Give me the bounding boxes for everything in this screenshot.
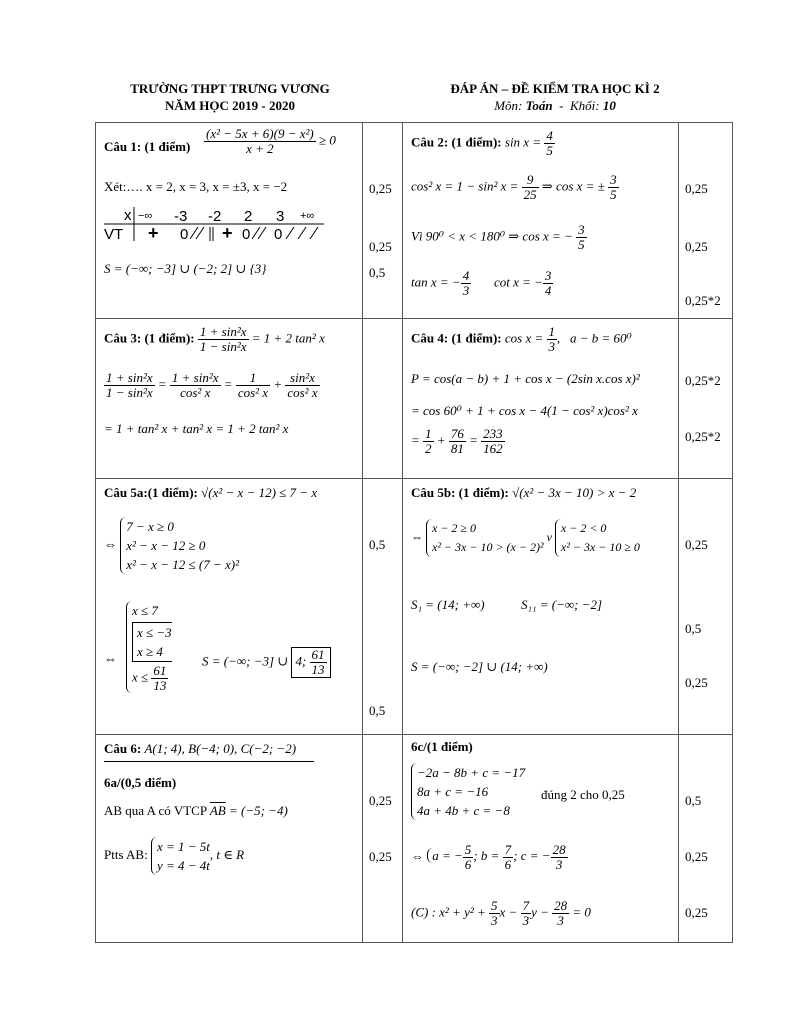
exam-header <box>395 80 715 114</box>
svg-text:VT: VT <box>104 226 124 241</box>
q3-header: Câu 3: (1 điểm): $\frac{\text{1 + sin²x}}{\text{1 − sin²x}}$ = 1 + 2 tan² x <box>104 324 325 354</box>
q3-scores <box>363 319 403 479</box>
q5b-solution: S = (−∞; −2] ∪ (14; +∞) <box>411 659 548 674</box>
row-q1-q2 <box>96 123 733 319</box>
q3-cell <box>96 319 363 479</box>
row-q5 <box>96 479 733 735</box>
svg-text:−∞: −∞ <box>138 210 153 222</box>
q1-scores: 0,25 0,25 0,5 <box>363 123 403 319</box>
q4-scores: 0,25*2 0,25*2 <box>679 319 733 479</box>
q6c-label: 6c/(1 điểm) <box>411 739 473 754</box>
sign-table-graphic <box>104 207 324 241</box>
q3-line1: $\frac{\text{1 + sin²x}}{\text{1 − sin²x}}$ = $\frac{\text{1 + sin²x}}{\text{cos² x}}$ = $\frac{1}{\text{cos² x}}$ + $\frac{\text{sin²x}}{\text{cos² x}}$ <box>106 370 318 400</box>
q1-sign-table <box>104 207 324 241</box>
sign-x: x <box>124 207 132 224</box>
school-header <box>95 80 365 114</box>
q5a-header: Câu 5a:(1 điểm): √(x² − x − 12) ≤ 7 − x <box>104 485 318 500</box>
q5b-cell <box>403 479 679 735</box>
q1-label: Câu 1: (1 điểm) <box>104 139 191 154</box>
svg-text:0: 0 <box>274 226 283 241</box>
q4-line3: = $\frac{1}{2}$ + $\frac{76}{81}$ = $\frac{233}{162}$ <box>411 426 503 456</box>
q1-cell <box>96 123 363 319</box>
q6c-circle: (C) : x² + y² + $\frac{5}{3}$ x − $\frac{7}{3}$ y − $\frac{28}{3}$ = 0 <box>411 898 591 928</box>
row-q3-q4 <box>96 319 733 479</box>
svg-text:-2: -2 <box>208 208 222 225</box>
q6-cell <box>96 735 363 943</box>
q2-tan-cot: tan x = − $\frac{4}{3}$ cot x = − $\frac{3}{4}$ <box>411 268 552 298</box>
svg-text:+∞: +∞ <box>300 210 315 222</box>
q4-header: Câu 4: (1 điểm): cos x = $\frac{1}{3}$ , a − b = 60⁰ <box>411 324 632 354</box>
q6c-note: đúng 2 cho 0,25 <box>541 787 625 802</box>
q6-header: Câu 6: A(1; 4), B(−4; 0), C(−2; −2) <box>104 741 314 762</box>
q1-xet: Xét:…. x = 2, x = 3, x = ±3, x = −2 <box>104 179 288 194</box>
q1-solution: S = (−∞; −3] ∪ (−2; 2] ∪ {3} <box>104 261 267 276</box>
q6c-scores: 0,5 0,25 0,25 <box>679 735 733 943</box>
q5b-s1: S₁ = (14; +∞) <box>411 597 485 612</box>
q2-line1: cos² x = 1 − sin² x = $\frac{9}{25}$ ⇒ cos x = ± $\frac{3}{5}$ <box>411 172 617 202</box>
q3-line2: = 1 + tan² x + tan² x = 1 + 2 tan² x <box>104 421 289 436</box>
svg-text:0: 0 <box>180 226 189 241</box>
q5a-sys1: ⇔ 7 − x ≥ 0 x² − x − 12 ≥ 0 x² − x − 12 ≤ (7 − x)² <box>104 519 239 572</box>
q4-line1: P = cos(a − b) + 1 + cos x − (2sin x.cos x)² <box>411 371 640 386</box>
q6c-system: −2a − 8b + c = −17 8a + c = −16 4a + 4b + c = −8 <box>411 763 525 820</box>
q1-inequality: $\frac{\text{(x² − 5x + 6)(9 − x²)}}{x + 2}$ ≥ 0 <box>206 126 336 156</box>
q5b-scores: 0,25 0,5 0,25 <box>679 479 733 735</box>
svg-text:2: 2 <box>244 208 253 225</box>
q5b-systems: ⇔ x − 2 ≥ 0 x² − 3x − 10 > (x − 2)² v x − 2 < 0 x² − 3x − 10 ≥ 0 <box>411 519 640 557</box>
q5a-cell: Câu 5a:(1 điểm): √(x² − x − 12) ≤ 7 − x ⇔ 7 − x ≥ 0 x² − x − 12 ≥ 0 x² − x − 12 ≤ (7 − x)² ⇔ x ≤ 7 x ≤ −3 x ≥ 4 x ≤ $\frac{61}{13}$ S = (−∞; −3] ∪ 4; $\frac{61}{13}$ <box>96 479 363 735</box>
exam-title: ĐÁP ÁN – ĐỀ KIỂM TRA HỌC KÌ 2 <box>450 81 660 96</box>
q2-cell <box>403 123 679 319</box>
school-name: TRƯỜNG THPT TRƯNG VƯƠNG <box>130 81 330 96</box>
q6a-ptts: Ptts AB: x = 1 − 5t y = 4 − 4t , t ∈ R <box>104 839 245 873</box>
q2-line2: Vì 90⁰ < x < 180⁰ ⇒ cos x = − $\frac{3}{5}$ <box>411 222 585 252</box>
q2-header: Câu 2: (1 điểm): sin x = $\frac{4}{5}$ <box>411 128 553 158</box>
row-q6 <box>96 735 733 943</box>
q4-line2: = cos 60⁰ + 1 + cos x − 4(1 − cos² x)cos² x <box>411 403 638 418</box>
svg-text:+: + <box>222 223 233 241</box>
svg-text:+: + <box>148 223 159 241</box>
answer-table <box>95 122 733 943</box>
svg-text:3: 3 <box>276 208 285 225</box>
ab-vector: $\overline{AB}$ <box>209 803 226 818</box>
q6a-label: 6a/(0,5 điểm) <box>104 775 177 790</box>
svg-text:0: 0 <box>242 226 251 241</box>
svg-text:-3: -3 <box>174 208 188 225</box>
q6c-solution: ⇔ a = − $\frac{5}{6}$ ; b = $\frac{7}{6}$ ; c = − $\frac{28}{3}$ <box>411 842 566 872</box>
q5b-header: Câu 5b: (1 điểm): √(x² − 3x − 10) > x − 2 <box>411 485 637 500</box>
school-year: NĂM HỌC 2019 - 2020 <box>165 98 295 113</box>
q6c-cell <box>403 735 679 943</box>
exam-subject: Môn: Toán - Khối: 10 <box>494 98 616 113</box>
q6a-ab-line: AB qua A có VTCP $\overline{AB} = (-5$; −4) <box>104 803 288 818</box>
q6a-scores: 0,25 0,25 <box>363 735 403 943</box>
q2-scores: 0,25 0,25 0,25*2 <box>679 123 733 319</box>
q4-cell <box>403 319 679 479</box>
q5a-solution: S = (−∞; −3] ∪ <box>202 653 289 669</box>
q5a-scores: 0,5 0,5 <box>363 479 403 735</box>
q5b-s2: S₁₁ = (−∞; −2] <box>521 597 603 612</box>
